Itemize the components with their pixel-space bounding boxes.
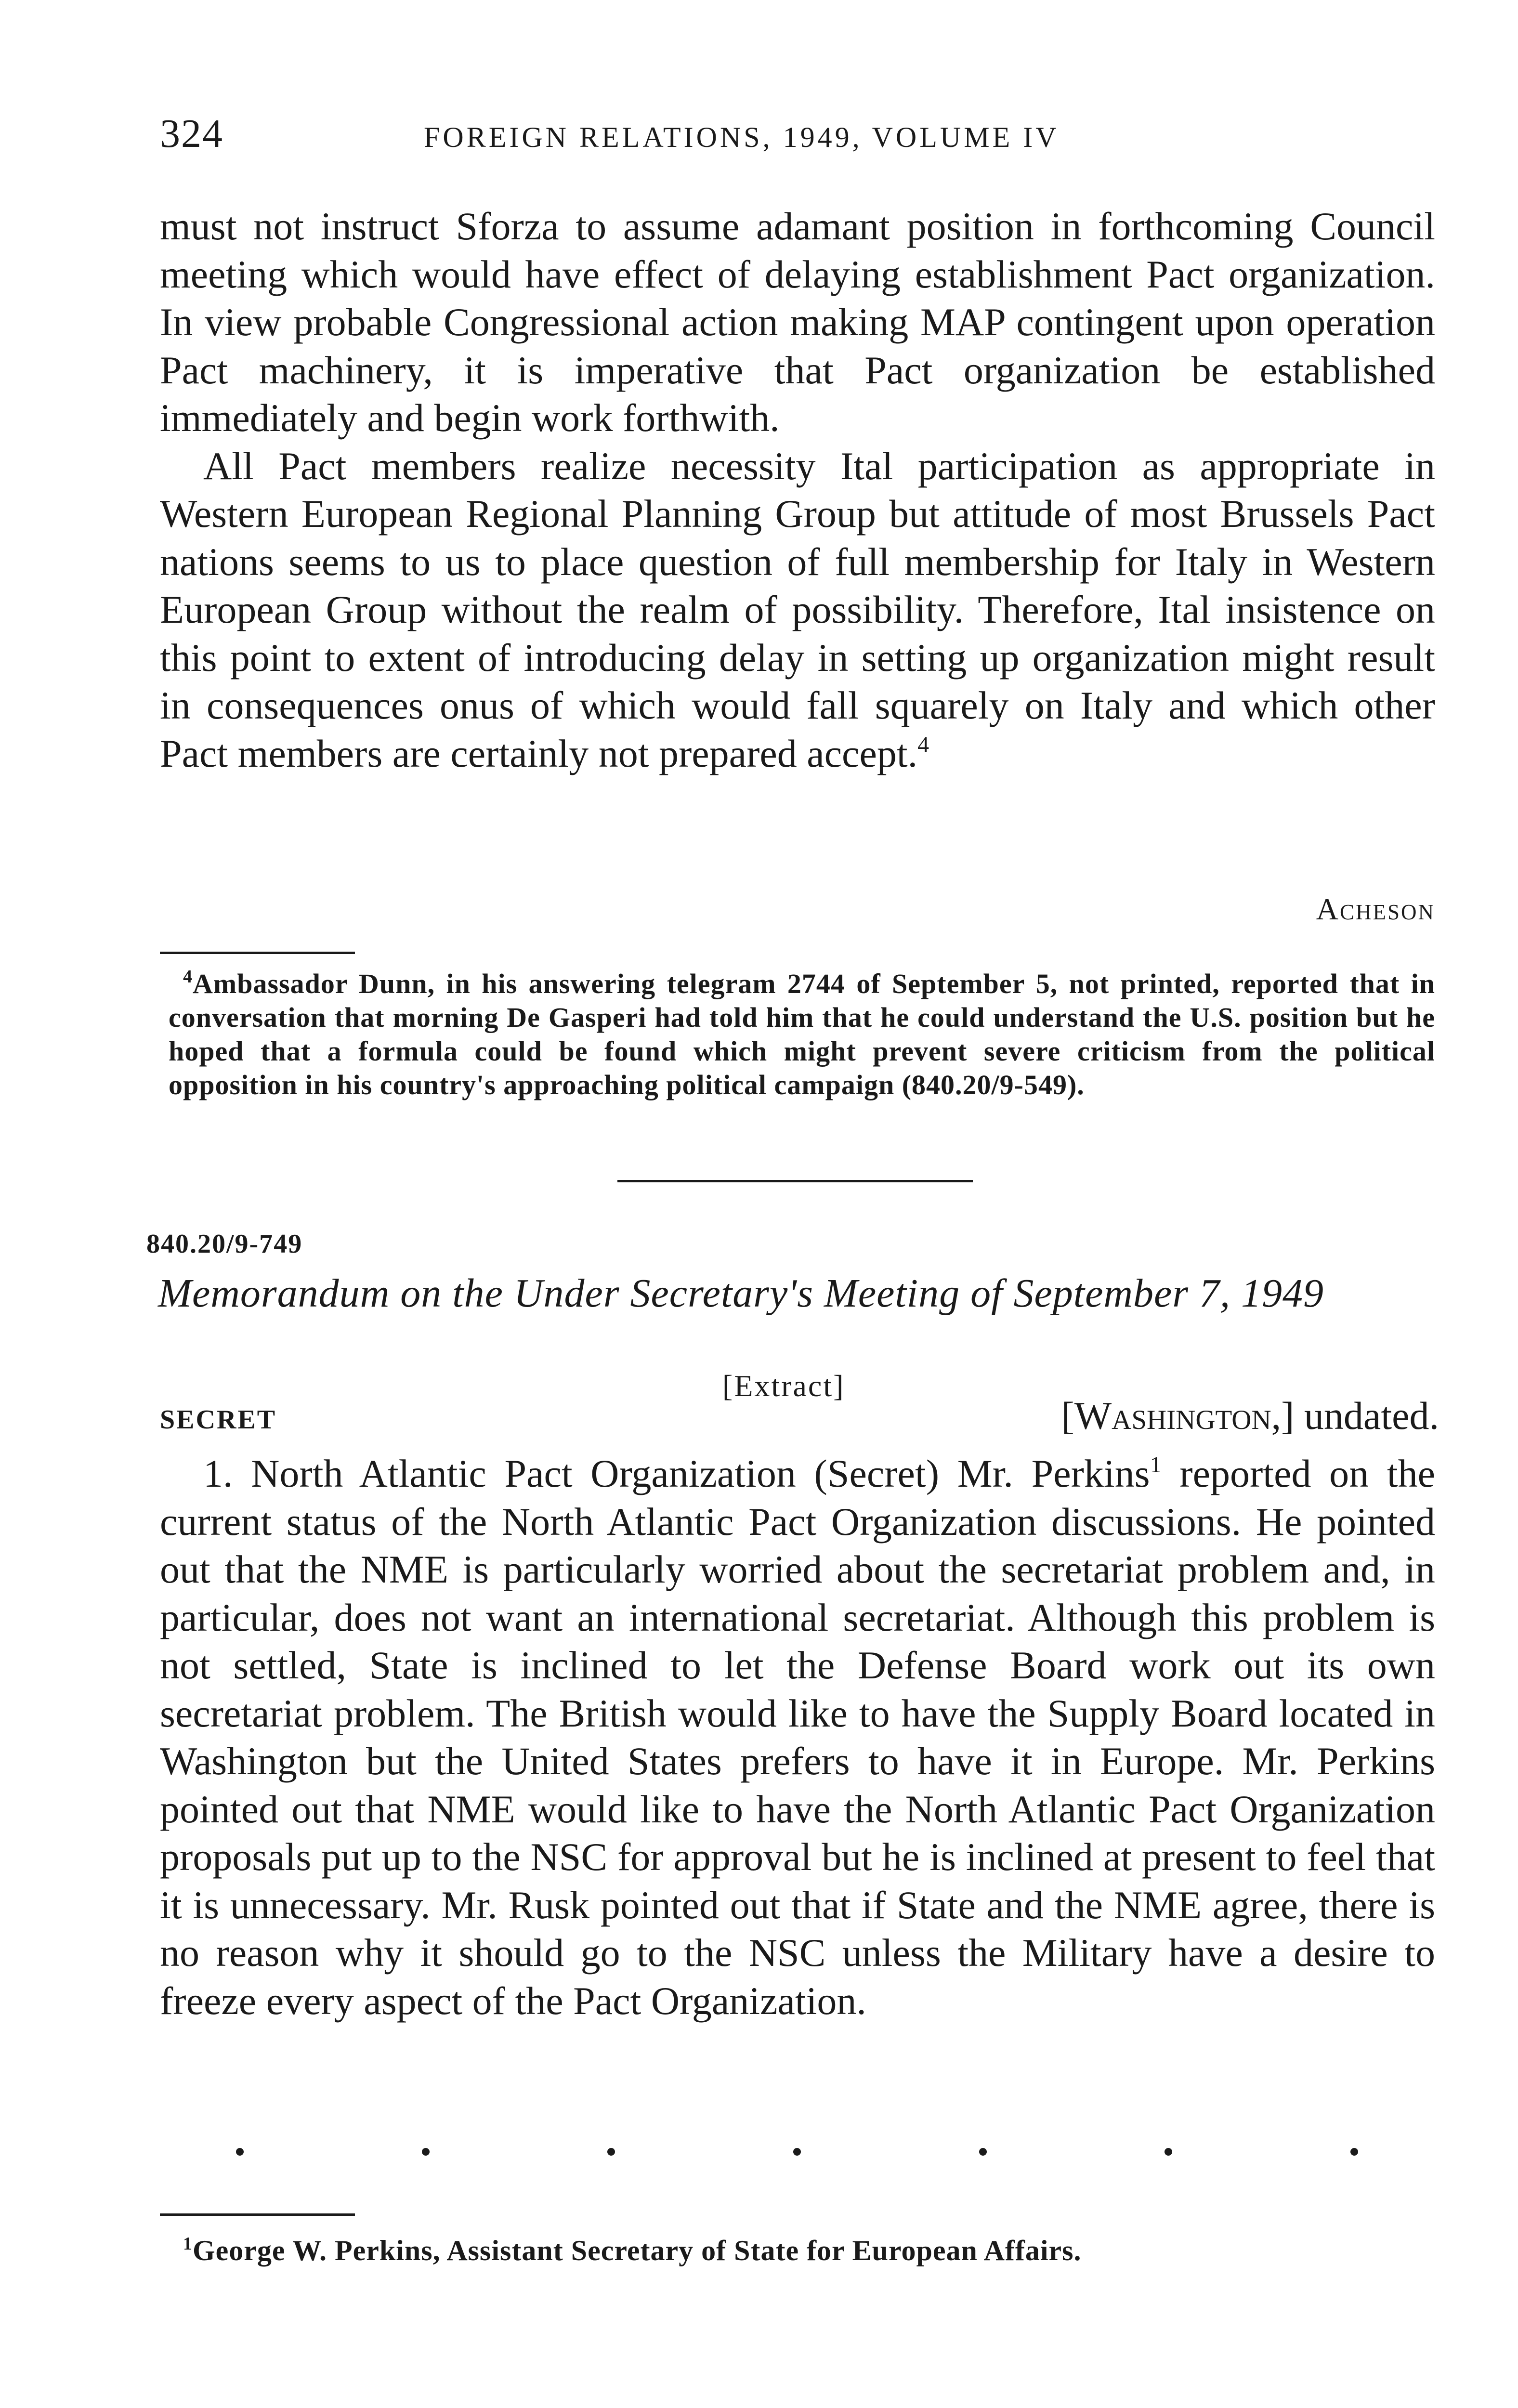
footnote-1: [169, 2234, 1435, 2267]
memorandum-paragraph-lead: 1. North Atlantic Pact Organization (Secret) Mr. Perkins: [203, 1452, 1150, 1495]
memorandum-paragraph-rest: reported on the current status of the North Atlantic Pact Organization discussions. He pointed out that the NME is particularly worried about the secretariat problem and, in particular, does not want an international secretariat. Although this problem is not settled, State is inclined to let the Defense Board work out its own secretariat problem. The British would like to have the Supply Board located in Washington but the United States prefers to have it in Europe. Mr. Perkins pointed out that NME would like to have the North Atlantic Pact Organization proposals put up to the NSC for approval but he is inclined at present to feel that it is unnecessary. Mr. Rusk pointed out that if State and the NME agree, there is no reason why it should go to the NSC unless the Military have a desire to freeze every aspect of the Pact Organization.: [160, 1452, 1435, 2023]
ellipsis-dot: [422, 2148, 430, 2156]
omission-ellipsis: [236, 2148, 1358, 2156]
footnote-1-marker: 1: [183, 2234, 193, 2254]
signature: Acheson: [1316, 892, 1435, 926]
footnote-rule: [160, 952, 355, 954]
footnote-1-text: George W. Perkins, Assistant Secretary of State for European Affairs.: [193, 2235, 1082, 2266]
dateline-place: [Washington,]: [1061, 1394, 1295, 1438]
telegram-paragraph-2: [160, 442, 1435, 778]
ellipsis-dot: [979, 2148, 987, 2156]
footnote-ref-4: 4: [917, 732, 929, 758]
telegram-paragraph-2-text: All Pact members realize necessity Ital participation as appropriate in Western European Regional Planning Group but attitude of most Brussels Pact nations seems to us to place question of full membership for Italy in Western European Group without the realm of possibility. Therefore, Ital insistence on this point to extent of introducing delay in setting up organization might result in consequences onus of which would fall squarely on Italy and which other Pact members are certainly not prepared accept.: [160, 444, 1435, 775]
ellipsis-dot: [607, 2148, 615, 2156]
footnote-ref-1: 1: [1150, 1452, 1162, 1478]
ellipsis-dot: [793, 2148, 801, 2156]
footnote-4-line: [169, 967, 1435, 1102]
ellipsis-dot: [1350, 2148, 1358, 2156]
memorandum-body: [160, 1450, 1435, 2025]
dateline-date: undated.: [1304, 1394, 1439, 1438]
file-number: 840.20/9-749: [146, 1229, 303, 1259]
footnote-4-marker: 4: [183, 967, 193, 987]
classification-label: SECRET: [160, 1405, 277, 1435]
telegram-body: [160, 202, 1435, 777]
footnote-1-line: [169, 2234, 1435, 2267]
memorandum-paragraph-1: [160, 1450, 1435, 2025]
ellipsis-dot: [1165, 2148, 1172, 2156]
page-number: 324: [160, 111, 223, 156]
footnote-4: [169, 967, 1435, 1102]
dateline: [1061, 1392, 1439, 1440]
running-title: FOREIGN RELATIONS, 1949, VOLUME IV: [424, 121, 1060, 153]
ellipsis-dot: [236, 2148, 244, 2156]
section-divider: [617, 1180, 973, 1182]
document-title: Memorandum on the Under Secretary's Meeting of September 7, 1949: [158, 1271, 1324, 1316]
footnote-4-text: Ambassador Dunn, in his answering telegram 2744 of September 5, not printed, reported that in conversation that morning De Gasperi had told him that he could understand the U.S. position but he hoped that a formula could be found which might prevent severe criticism from the political opposition in his country's approaching political campaign (840.20/9-549).: [169, 968, 1435, 1100]
extract-label: [Extract]: [722, 1369, 845, 1403]
telegram-paragraph-1: must not instruct Sforza to assume adamant position in forthcoming Council meeting which would have effect of delaying establishment Pact organization. In view probable Congressional action making MAP contingent upon operation Pact machinery, it is imperative that Pact organization be established immediately and begin work forthwith.: [160, 204, 1435, 440]
footnote-rule: [160, 2213, 355, 2216]
